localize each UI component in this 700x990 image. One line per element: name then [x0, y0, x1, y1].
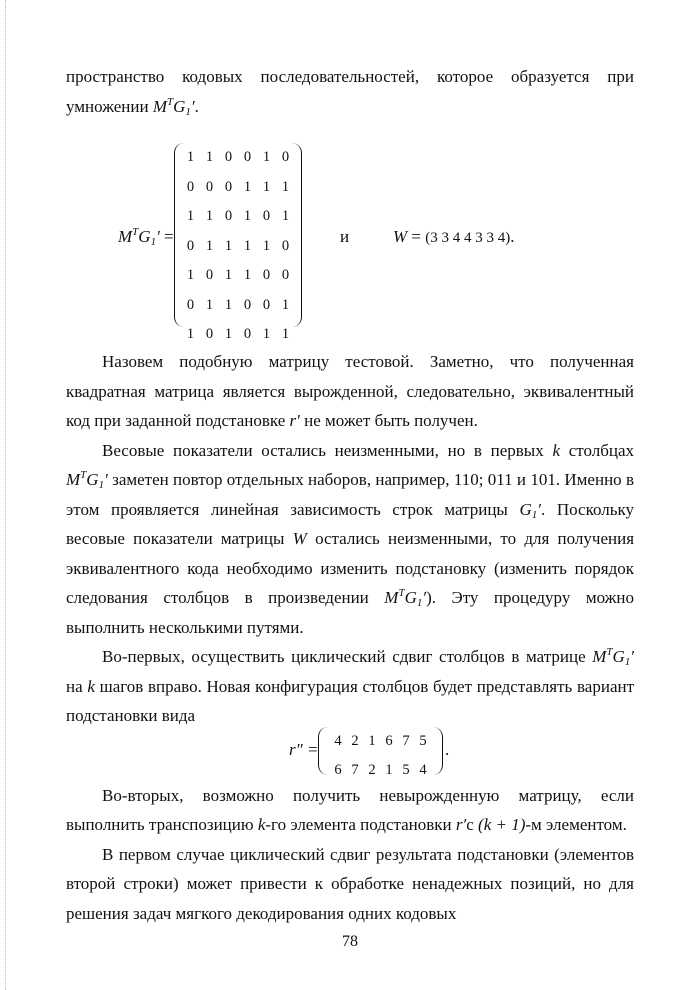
binary-matrix-cell: 1 — [205, 296, 214, 313]
substitution-matrix-cell: 2 — [351, 732, 359, 749]
conjunction-and: и — [340, 227, 350, 246]
substitution-matrix-cell: 7 — [402, 732, 410, 749]
substitution-matrix-cell: 1 — [385, 762, 393, 778]
paragraph-intro: пространство кодовых последовательностей, которое образуется при умножении $M^TG_1'$. — [66, 67, 634, 118]
binary-matrix-cell: 1 — [186, 208, 195, 224]
binary-matrix-cell: 1 — [186, 326, 195, 342]
expr-mtg: $M^TG_1'$ — [384, 587, 427, 609]
binary-matrix-cell: 0 — [243, 326, 252, 342]
substitution-matrix — [318, 727, 443, 778]
binary-matrix-row — [181, 143, 295, 173]
binary-matrix-cell: 1 — [224, 267, 233, 283]
binary-matrix-cell: 0 — [224, 149, 233, 165]
expr-mtg: $M^TG_1'$ — [66, 469, 108, 491]
binary-matrix-cell: 1 — [262, 326, 271, 342]
binary-matrix-row — [181, 202, 295, 232]
binary-matrix-cell: 0 — [186, 296, 195, 313]
binary-matrix-cell: 0 — [243, 296, 252, 313]
substitution-matrix-cell: 6 — [385, 732, 393, 749]
binary-matrix-cell: 1 — [281, 208, 290, 224]
expr-g1: $G_1'$ — [519, 499, 541, 521]
binary-matrix-cell: 1 — [262, 178, 271, 195]
equation-substitution: r″ = 4 2 1 6 7 5 6 7 2 1 5 4 . — [66, 725, 634, 781]
binary-matrix-cell: 0 — [186, 237, 195, 254]
binary-matrix-cell: 0 — [205, 267, 214, 283]
binary-matrix-cell: 1 — [262, 237, 271, 254]
binary-matrix-cell: 1 — [224, 296, 233, 313]
binary-matrix-row — [181, 320, 295, 350]
substitution-matrix-row — [330, 756, 432, 786]
binary-matrix-cell: 1 — [243, 267, 252, 283]
binary-matrix-cell: 0 — [281, 267, 290, 283]
binary-matrix-cell: 0 — [262, 296, 271, 313]
binary-matrix-cell: 1 — [281, 178, 290, 195]
binary-matrix — [174, 143, 302, 342]
paragraph-3: Во-первых, осуществить циклический сдвиг столбцов в матрице $M^TG_1'$ на k шагов вправо. Новая конфигурация столбцов будет представлять вариант подстановки вида — [66, 646, 635, 725]
binary-matrix-cell: 0 — [243, 149, 252, 165]
substitution-matrix-cell: 4 — [334, 732, 342, 749]
expr-mtg: $M^TG_1'$ — [592, 646, 634, 668]
binary-matrix-cell: 0 — [262, 208, 271, 224]
binary-matrix-cell: 0 — [205, 178, 214, 195]
substitution-matrix-cell: 6 — [334, 762, 342, 778]
binary-matrix-cell: 1 — [262, 149, 271, 165]
binary-matrix-cell: 1 — [205, 149, 214, 165]
substitution-matrix-cell: 4 — [419, 762, 427, 778]
paragraph-4: Во-вторых, возможно получить невырожденную матрицу, если выполнить транспозицию k-го элемента подстановки r′с (k + 1)-м элементом. — [66, 785, 634, 834]
page-edge-dotted — [5, 0, 6, 990]
equation-lhs: $M^TG_1'$ = — [118, 226, 174, 248]
page-number: 78 — [342, 933, 358, 950]
binary-matrix-cell: 0 — [262, 267, 271, 283]
binary-matrix-cell: 1 — [243, 178, 252, 195]
binary-matrix-cell: 1 — [243, 208, 252, 224]
binary-matrix-cell: 1 — [205, 208, 214, 224]
binary-matrix-cell: 1 — [224, 326, 233, 342]
binary-matrix-cell: 1 — [281, 326, 290, 342]
paragraph-5: В первом случае циклический сдвиг результата подстановки (элементов второй строки) может привести к обработке ненадежных позиций, но для решения задач мягкого декодирования одних кодовых — [66, 844, 634, 923]
paragraph-2: Весовые показатели остались неизменными, но в первых k столбцах $M^TG_1'$ заметен повтор отдельных наборов, например, 110; 011 и 101. Именно в этом проявляется линейная зависимость строк матрицы $G_1'$. Поскольку весовые показатели матрицы W остались неизменными, то для получения эквивалентного кода необходимо изменить подстановку (изменить порядок следования столбцов в произведении $M^TG_1'$). Эту процедуру можно выполнить несколькими путями. — [66, 440, 635, 637]
binary-matrix-row — [181, 261, 295, 291]
binary-matrix-cell: 0 — [281, 237, 290, 254]
binary-matrix-cell: 1 — [186, 267, 195, 283]
substitution-matrix-cell: 5 — [402, 762, 410, 778]
paragraph-1: Назовем подобную матрицу тестовой. Заметно, что полученная квадратная матрица является вырожденной, следовательно, эквивалентный код при заданной подстановке r′ не может быть получен. — [66, 352, 634, 430]
binary-matrix-cell: 0 — [224, 208, 233, 224]
binary-matrix-row — [181, 232, 295, 262]
binary-matrix-cell: 0 — [205, 326, 214, 342]
binary-matrix-row — [181, 173, 295, 203]
substitution-lhs: r″ = — [289, 739, 319, 759]
binary-matrix-row — [181, 291, 295, 321]
binary-matrix-cell: 0 — [281, 149, 290, 165]
binary-matrix-cell: 0 — [224, 178, 233, 195]
binary-matrix-cell: 1 — [281, 296, 290, 313]
substitution-matrix-cell: 1 — [368, 732, 376, 749]
binary-matrix-table — [181, 143, 295, 350]
equation-mtg-matrix — [66, 139, 634, 342]
binary-matrix-cell: 1 — [224, 237, 233, 254]
substitution-matrix-cell: 7 — [351, 762, 359, 778]
weight-vector: W = (3 3 4 4 3 3 4). — [393, 227, 515, 246]
substitution-matrix-cell: 2 — [368, 762, 376, 778]
binary-matrix-cell: 1 — [186, 149, 195, 165]
binary-matrix-cell: 1 — [205, 237, 214, 254]
substitution-matrix-cell: 5 — [419, 732, 427, 749]
binary-matrix-cell: 1 — [243, 237, 252, 254]
binary-matrix-cell: 0 — [186, 178, 195, 195]
expr-mtg: $M^TG_1'$ — [152, 95, 195, 118]
substitution-matrix-table — [330, 727, 432, 786]
substitution-matrix-row — [330, 727, 432, 757]
document-page — [66, 62, 634, 928]
